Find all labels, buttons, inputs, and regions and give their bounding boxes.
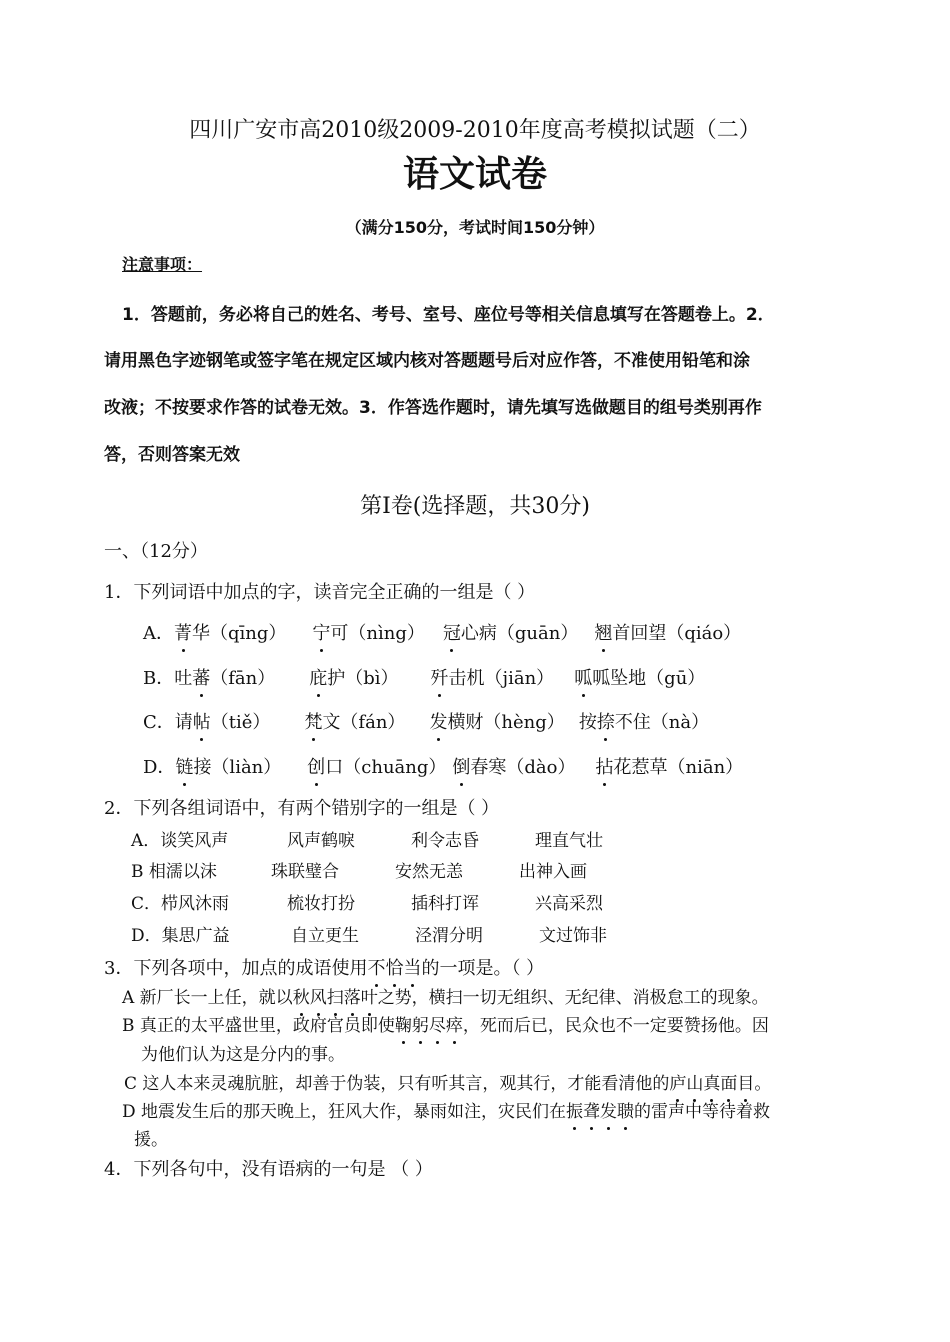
- score-time-note: （满分150分，考试时间150分钟）: [345, 218, 605, 237]
- q3-option-a: A 新厂长一上任，就以秋风扫落叶之势，横扫一切无组织、无纪律、消极怠工的现象。: [122, 988, 769, 1008]
- q1-option-b: B．吐蕃（fān） 庇护（bì） 歼击机（jiān） 呱呱坠地（gū）: [143, 668, 706, 689]
- q3-stem: 3．下列各项中，加点的成语使用不恰当的一项是。（ ）: [104, 958, 545, 979]
- q3-option-b-line2: 为他们认为这是分内的事。: [141, 1045, 345, 1065]
- notice-label: 注意事项：: [122, 255, 203, 274]
- q3-option-d-line2: 援。: [134, 1130, 168, 1150]
- notice-line-3: 改液；不按要求作答的试卷无效。3．作答选作题时，请先填写选做题目的组号类别再作: [104, 398, 762, 418]
- exam-subtitle: 四川广安市高2010级2009-2010年度高考模拟试题（二）: [189, 118, 761, 143]
- notice-line-1: 1．答题前，务必将自己的姓名、考号、室号、座位号等相关信息填写在答题卷上。2．: [122, 305, 775, 325]
- q3-option-c: C 这人本来灵魂肮脏，却善于伪装，只有听其言，观其行，才能看清他的庐山真面目。: [124, 1074, 772, 1094]
- q1-option-c: C．请帖（tiě） 梵文（fán） 发横财（hèng） 按捺不住（nà）: [143, 712, 710, 733]
- q1-option-d: D．链接（liàn） 创口（chuāng） 倒春寒（dào） 拈花惹草（niān）: [143, 757, 744, 778]
- notice-line-2: 请用黑色字迹钢笔或签字笔在规定区域内核对答题题号后对应作答，不准使用铅笔和涂: [104, 351, 750, 371]
- q1-option-a: A．菁华（qīng） 宁可（nìng） 冠心病（guān） 翘首回望（qiáo）: [143, 623, 742, 644]
- q3-option-b-line1: B 真正的太平盛世里，政府官员即使鞠躬尽瘁，死而后已，民众也不一定要赞扬他。因: [122, 1016, 769, 1036]
- section-title: 第Ⅰ卷(选择题，共30分): [360, 494, 590, 519]
- exam-title: 语文试卷: [402, 154, 547, 195]
- q3-option-d-line1: D 地震发生后的那天晚上，狂风大作，暴雨如注，灾民们在振聋发聩的雷声中等待着救: [122, 1102, 771, 1122]
- q2-stem: 2．下列各组词语中，有两个错别字的一组是（ ）: [104, 798, 500, 819]
- q1-stem: 1．下列词语中加点的字，读音完全正确的一组是（ ）: [104, 582, 536, 603]
- q4-stem: 4．下列各句中，没有语病的一句是 （ ）: [104, 1159, 433, 1180]
- notice-line-4: 答，否则答案无效: [104, 445, 240, 465]
- exam-page: 四川广安市高2010级2009-2010年度高考模拟试题（二） 语文试卷 （满分150分，考试时间150分钟） 注意事项： 1．答题前，务必将自己的姓名、考号、室号、座位号等相关信息填写在答题卷上。2． 请用黑色字迹钢笔或签字笔在规定区域内核对答题题号后对应作答，不准使用铅笔和涂 改液；不按要求作答的试卷无效。3．作答选作题时，请先填写选做题目的组号类别再作 答，否则答案无效 第Ⅰ卷(选择题，共30分) 一、（12分） 1．下列词语中加点的字，读音完全正确的一组是（ ） A．菁华（qīng） 宁可（nìng） 冠心病（guān） 翘首回望（qiáo） B．吐蕃（fān） 庇护（bì） 歼击机（jiān） 呱呱坠地（gū） C．请帖（tiě） 梵文（fán） 发横财（hèng） 按捺不住（nà） D．链接（liàn） 创口（chuāng） 倒春寒（dào） 拈花惹草（niān） 2．下列各组词语中，有两个错别字的一组是（ ） A．谈笑风声 风声鹤唳 利令志昏 理直气壮 B 相濡以沫 珠联璧合 安然无恙 出神入画 C．栉风沐雨 梳妆打扮 插科打诨 兴高采烈 D．集思广益 自立更生 泾渭分明 文过饰非 3．下列各项中，加点的成语使用不恰当的一项是。（ ） A 新厂长一上任，就以秋风扫落叶之势，横扫一切无组织、无纪律、消极怠工的现象。 B 真正的太平盛世里，政府官员即使鞠躬尽瘁，死而后已，民众也不一定要赞扬他。因 为他们认为这是分内的事。 C 这人本来灵魂肮脏，却善于伪装，只有听其言，观其行，才能看清他的庐山真面目。 D 地震发生后的那天晚上，狂风大作，暴雨如注，灾民们在振聋发聩的雷声中等待着救 援。 4．下列各句中，没有语病的一句是 （ ）: [0, 0, 950, 1342]
- part-one-heading: 一、（12分）: [104, 541, 208, 562]
